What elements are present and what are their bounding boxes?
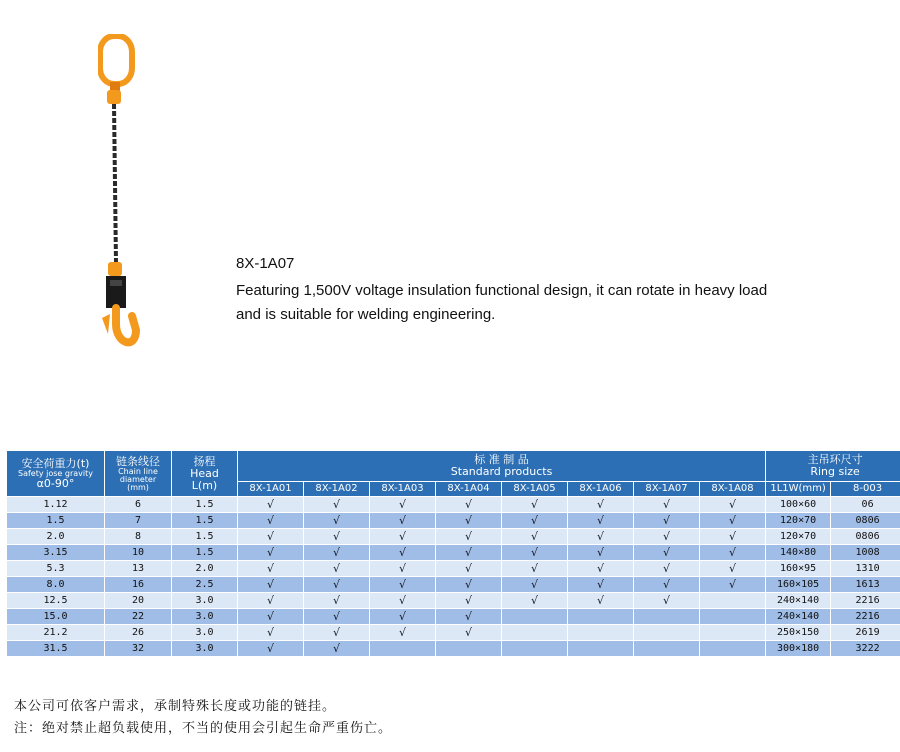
cell-check [502, 641, 568, 657]
cell-check: √ [634, 497, 700, 513]
cell-check: √ [238, 513, 304, 529]
cell-load: 15.0 [7, 609, 105, 625]
cell-ring-code: 2216 [831, 609, 900, 625]
cell-check [436, 641, 502, 657]
cell-check: √ [304, 529, 370, 545]
header-chain-en: Chain line diameter [118, 466, 158, 484]
cell-check: √ [700, 529, 766, 545]
note-custom-order: 本公司可依客户需求，承制特殊长度或功能的链挂。 [14, 699, 337, 714]
cell-check: √ [568, 593, 634, 609]
cell-check: √ [502, 593, 568, 609]
cell-chain: 16 [105, 577, 172, 593]
cell-check: √ [304, 641, 370, 657]
cell-check: √ [568, 529, 634, 545]
cell-chain: 8 [105, 529, 172, 545]
cell-ring-size: 120×70 [766, 513, 831, 529]
cell-check: √ [634, 593, 700, 609]
note-warning: 注：绝对禁止超负载使用，不当的使用会引起生命严重伤亡。 [14, 721, 393, 736]
cell-check: √ [700, 513, 766, 529]
cell-check: √ [634, 561, 700, 577]
cell-check: √ [436, 529, 502, 545]
cell-check [700, 625, 766, 641]
cell-chain: 22 [105, 609, 172, 625]
cell-ring-size: 160×105 [766, 577, 831, 593]
cell-ring-code: 06 [831, 497, 900, 513]
cell-chain: 20 [105, 593, 172, 609]
cell-check [568, 609, 634, 625]
header-load-angle: α0-90° [36, 476, 75, 490]
cell-check [568, 641, 634, 657]
cell-check: √ [700, 497, 766, 513]
cell-check: √ [436, 513, 502, 529]
cell-check: √ [370, 577, 436, 593]
cell-check: √ [502, 545, 568, 561]
cell-head: 2.0 [172, 561, 238, 577]
header-chain-cn: 链条线径 [116, 454, 160, 468]
cell-check: √ [568, 497, 634, 513]
cell-check [634, 641, 700, 657]
header-chain [105, 451, 172, 497]
cell-check: √ [370, 609, 436, 625]
cell-check: √ [634, 529, 700, 545]
cell-load: 5.3 [7, 561, 105, 577]
header-product-col: 8X-1A08 [700, 482, 766, 497]
cell-check: √ [436, 545, 502, 561]
cell-check [502, 625, 568, 641]
cell-load: 12.5 [7, 593, 105, 609]
cell-check: √ [568, 513, 634, 529]
cell-check [568, 625, 634, 641]
cell-check: √ [568, 561, 634, 577]
table-row [7, 577, 900, 593]
cell-check: √ [436, 561, 502, 577]
table-row [7, 609, 900, 625]
cell-ring-code: 0806 [831, 529, 900, 545]
header-ring-size [766, 451, 900, 482]
cell-check: √ [370, 545, 436, 561]
table-row [7, 593, 900, 609]
product-description: Featuring 1,500V voltage insulation functional design, it can rotate in heavy load and is suitable for welding engineering. [236, 282, 768, 323]
header-ring-cn: 主吊环尺寸 [807, 453, 863, 466]
cell-load: 1.12 [7, 497, 105, 513]
cell-chain: 10 [105, 545, 172, 561]
cell-check: √ [502, 529, 568, 545]
table-row [7, 513, 900, 529]
header-product-col: 8X-1A04 [436, 482, 502, 497]
cell-check: √ [436, 497, 502, 513]
header-ring-col: 1L1W(mm) [766, 482, 831, 497]
cell-check [700, 609, 766, 625]
cell-check [634, 625, 700, 641]
cell-check: √ [700, 561, 766, 577]
cell-chain: 32 [105, 641, 172, 657]
header-product-col: 8X-1A07 [634, 482, 700, 497]
cell-check: √ [370, 513, 436, 529]
cell-ring-code: 2216 [831, 593, 900, 609]
cell-load: 8.0 [7, 577, 105, 593]
cell-check [502, 609, 568, 625]
cell-check: √ [370, 593, 436, 609]
cell-head: 1.5 [172, 545, 238, 561]
cell-check: √ [436, 593, 502, 609]
header-product-col: 8X-1A06 [568, 482, 634, 497]
cell-check: √ [238, 529, 304, 545]
cell-ring-code: 1310 [831, 561, 900, 577]
cell-head: 3.0 [172, 641, 238, 657]
header-product-col: 8X-1A02 [304, 482, 370, 497]
header-load [7, 451, 105, 497]
table-row [7, 625, 900, 641]
cell-check: √ [502, 577, 568, 593]
header-chain-unit: (mm) [127, 482, 149, 492]
product-model: 8X-1A07 [236, 255, 295, 272]
cell-check: √ [502, 561, 568, 577]
cell-head: 1.5 [172, 513, 238, 529]
cell-chain: 13 [105, 561, 172, 577]
cell-check: √ [304, 561, 370, 577]
cell-check: √ [568, 577, 634, 593]
cell-ring-code: 3222 [831, 641, 900, 657]
cell-ring-code: 2619 [831, 625, 900, 641]
spec-table [6, 450, 900, 657]
cell-check [700, 593, 766, 609]
cell-load: 2.0 [7, 529, 105, 545]
chain-sling-image [98, 34, 142, 352]
cell-check: √ [238, 593, 304, 609]
cell-check: √ [304, 609, 370, 625]
cell-chain: 7 [105, 513, 172, 529]
cell-check: √ [238, 545, 304, 561]
cell-head: 3.0 [172, 625, 238, 641]
table-row [7, 497, 900, 513]
cell-check: √ [568, 545, 634, 561]
cell-check: √ [502, 513, 568, 529]
cell-check: √ [304, 497, 370, 513]
header-head-unit: L(m) [191, 478, 218, 492]
cell-check: √ [304, 513, 370, 529]
cell-head: 1.5 [172, 529, 238, 545]
header-std-cn: 标 准 制 品 [474, 453, 529, 466]
cell-ring-size: 250×150 [766, 625, 831, 641]
table-row [7, 561, 900, 577]
cell-load: 21.2 [7, 625, 105, 641]
header-ring-en: Ring size [810, 465, 860, 478]
cell-ring-code: 1008 [831, 545, 900, 561]
cell-check: √ [436, 625, 502, 641]
cell-check: √ [436, 577, 502, 593]
cell-check: √ [370, 561, 436, 577]
cell-check: √ [238, 625, 304, 641]
table-row [7, 529, 900, 545]
cell-check [700, 641, 766, 657]
cell-check: √ [304, 625, 370, 641]
cell-check: √ [304, 545, 370, 561]
cell-ring-size: 120×70 [766, 529, 831, 545]
cell-head: 2.5 [172, 577, 238, 593]
header-load-cn: 安全荷重力(t) [21, 456, 90, 470]
cell-check: √ [238, 577, 304, 593]
header-head [172, 451, 238, 497]
cell-check [370, 641, 436, 657]
header-ring-col: 8-003 [831, 482, 900, 497]
cell-ring-code: 0806 [831, 513, 900, 529]
table-row [7, 641, 900, 657]
cell-check: √ [634, 513, 700, 529]
cell-ring-size: 100×60 [766, 497, 831, 513]
cell-check: √ [370, 529, 436, 545]
cell-check: √ [634, 577, 700, 593]
cell-check: √ [304, 577, 370, 593]
cell-check: √ [238, 561, 304, 577]
table-row [7, 545, 900, 561]
cell-check: √ [238, 609, 304, 625]
cell-check: √ [370, 497, 436, 513]
cell-chain: 6 [105, 497, 172, 513]
cell-check: √ [700, 577, 766, 593]
header-product-col: 8X-1A01 [238, 482, 304, 497]
cell-head: 3.0 [172, 609, 238, 625]
cell-head: 3.0 [172, 593, 238, 609]
cell-check: √ [634, 545, 700, 561]
cell-ring-size: 160×95 [766, 561, 831, 577]
cell-ring-size: 300×180 [766, 641, 831, 657]
cell-ring-size: 140×80 [766, 545, 831, 561]
cell-ring-code: 1613 [831, 577, 900, 593]
cell-check: √ [238, 641, 304, 657]
header-head-en: Head [190, 466, 219, 480]
cell-check: √ [436, 609, 502, 625]
header-standard-products [238, 451, 766, 482]
cell-load: 1.5 [7, 513, 105, 529]
header-product-col: 8X-1A05 [502, 482, 568, 497]
cell-check: √ [304, 593, 370, 609]
header-load-en: Safety jose gravity [18, 468, 93, 478]
header-std-en: Standard products [450, 465, 553, 478]
cell-check: √ [238, 497, 304, 513]
cell-ring-size: 240×140 [766, 609, 831, 625]
cell-check: √ [370, 625, 436, 641]
cell-head: 1.5 [172, 497, 238, 513]
cell-chain: 26 [105, 625, 172, 641]
cell-load: 31.5 [7, 641, 105, 657]
cell-check: √ [700, 545, 766, 561]
cell-ring-size: 240×140 [766, 593, 831, 609]
cell-load: 3.15 [7, 545, 105, 561]
header-head-cn: 扬程 [193, 454, 216, 468]
cell-check: √ [502, 497, 568, 513]
cell-check [634, 609, 700, 625]
header-product-col: 8X-1A03 [370, 482, 436, 497]
